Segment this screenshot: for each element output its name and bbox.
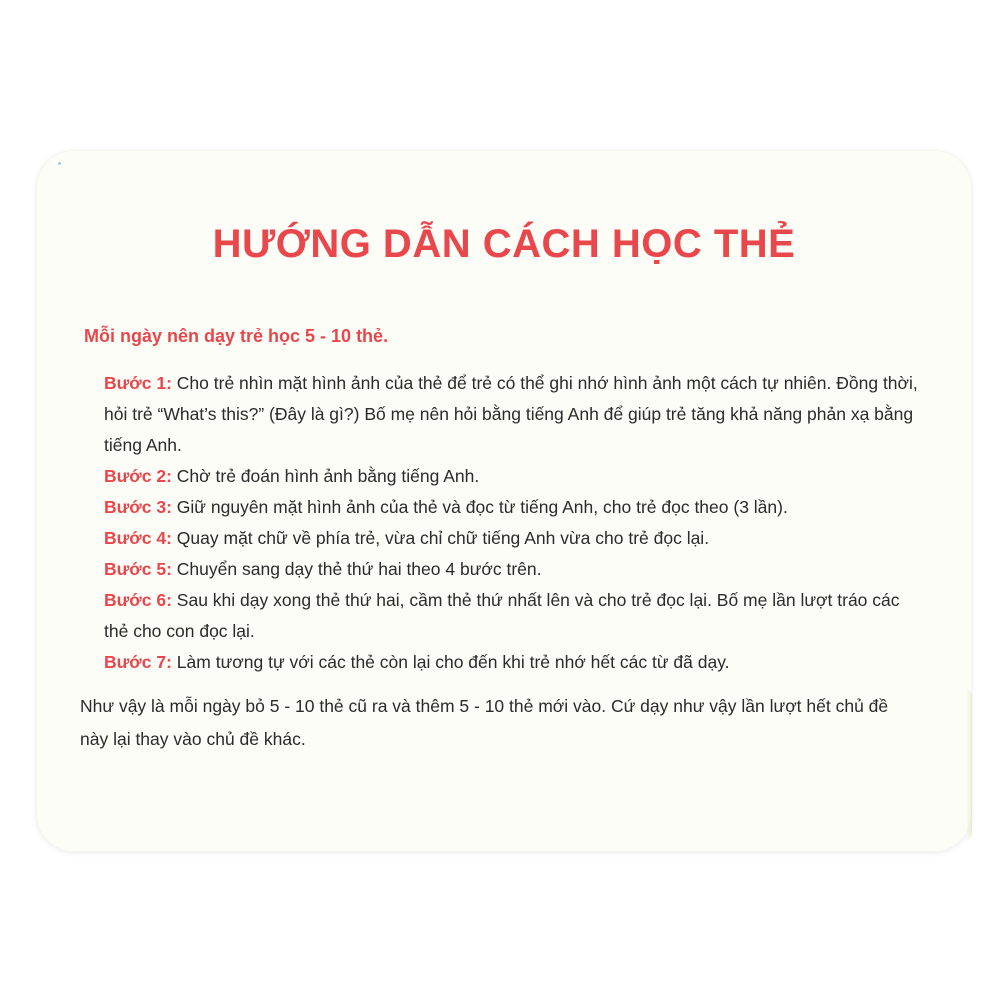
instruction-card	[36, 150, 972, 852]
step-item	[104, 461, 924, 492]
step-item	[104, 523, 924, 554]
step-label: Bước 3:	[104, 497, 172, 517]
step-text: Sau khi dạy xong thẻ thứ hai, cầm thẻ thứ nhất lên và cho trẻ đọc lại. Bố mẹ lần lượt tráo các thẻ cho con đọc lại.	[104, 590, 900, 641]
intro-text: Mỗi ngày nên dạy trẻ học 5 - 10 thẻ.	[84, 326, 389, 346]
card-edge-tint	[966, 690, 972, 840]
conclusion-text: Như vậy là mỗi ngày bỏ 5 - 10 thẻ cũ ra và thêm 5 - 10 thẻ mới vào. Cứ dạy như vậy lần lượt hết chủ đề này lại thay vào chủ đề khác.	[80, 696, 889, 749]
step-item	[104, 585, 924, 647]
step-label: Bước 7:	[104, 652, 172, 672]
step-label: Bước 2:	[104, 466, 172, 486]
step-text: Chuyển sang dạy thẻ thứ hai theo 4 bước trên.	[176, 559, 542, 579]
step-label: Bước 4:	[104, 528, 172, 548]
step-text: Chờ trẻ đoán hình ảnh bằng tiếng Anh.	[176, 466, 480, 486]
step-list	[104, 368, 924, 678]
step-text: Cho trẻ nhìn mặt hình ảnh của thẻ để trẻ có thể ghi nhớ hình ảnh một cách tự nhiên. Đồng thời, hỏi trẻ “What’s this?” (Đây là gì?) Bố mẹ nên hỏi bằng tiếng Anh để giúp trẻ tăng khả năng phản xạ bằng tiếng Anh.	[104, 373, 918, 455]
step-item	[104, 554, 924, 585]
step-label: Bước 6:	[104, 590, 172, 610]
step-label: Bước 5:	[104, 559, 172, 579]
step-item	[104, 492, 924, 523]
step-text: Giữ nguyên mặt hình ảnh của thẻ và đọc từ tiếng Anh, cho trẻ đọc theo (3 lần).	[176, 497, 788, 517]
card-title: HƯỚNG DẪN CÁCH HỌC THẺ	[212, 222, 796, 266]
step-text: Quay mặt chữ về phía trẻ, vừa chỉ chữ tiếng Anh vừa cho trẻ đọc lại.	[176, 528, 710, 548]
corner-speck	[58, 162, 61, 165]
step-label: Bước 1:	[104, 373, 172, 393]
step-item	[104, 647, 924, 678]
step-text: Làm tương tự với các thẻ còn lại cho đến khi trẻ nhớ hết các từ đã dạy.	[176, 652, 730, 672]
step-item	[104, 368, 924, 461]
